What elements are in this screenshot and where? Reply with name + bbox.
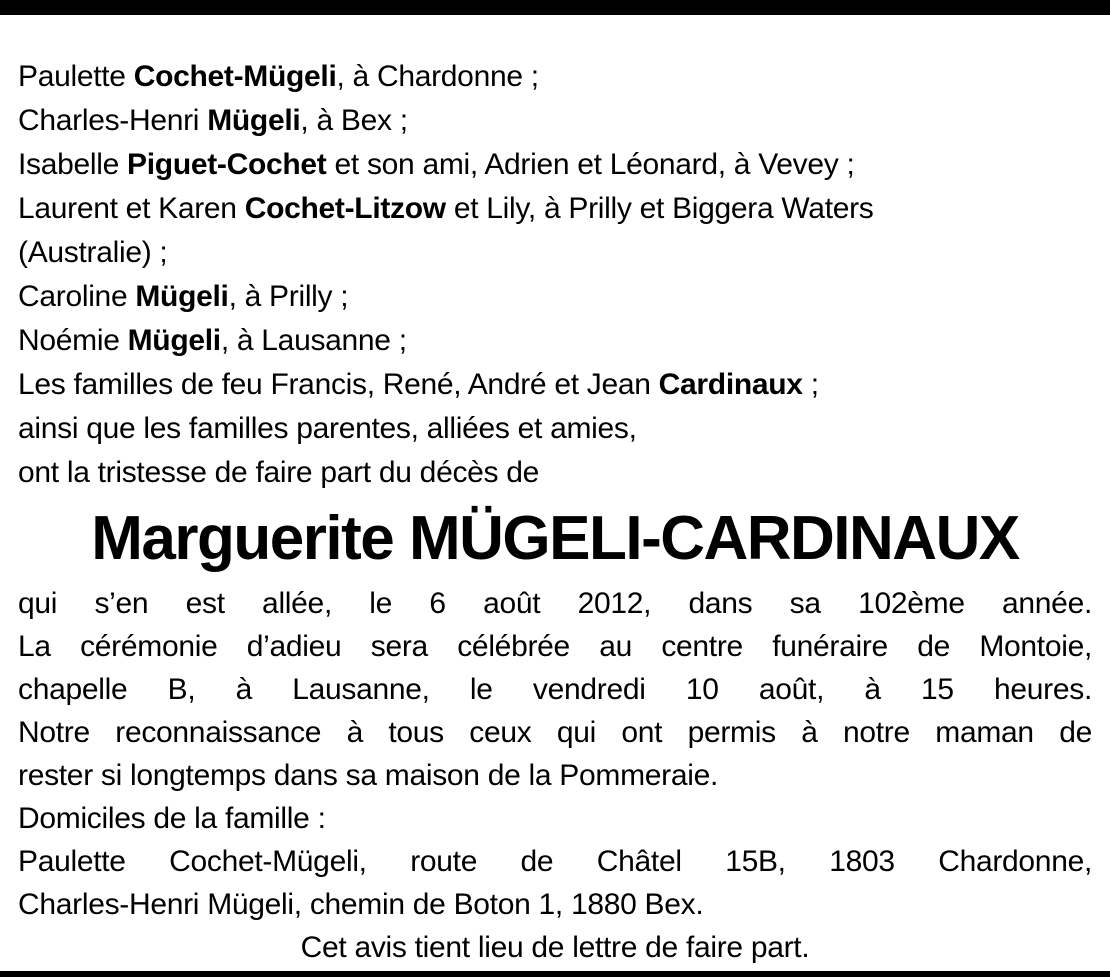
- text-line: [18, 363, 1092, 407]
- family-lines-block: [18, 55, 1092, 495]
- text-segment-bold: Piguet-Cochet: [127, 148, 327, 181]
- text-line: [18, 187, 1092, 231]
- text-segment: Paulette: [18, 60, 134, 93]
- text-line: [18, 840, 1092, 883]
- text-line: [18, 319, 1092, 363]
- text-line: [18, 926, 1092, 969]
- text-segment: , à Lausanne ;: [220, 324, 407, 357]
- text-segment: Laurent et Karen: [18, 192, 245, 225]
- text-line: [18, 582, 1092, 625]
- text-segment: Caroline: [18, 280, 136, 313]
- text-line: [18, 625, 1092, 668]
- text-segment: Noémie: [18, 324, 128, 357]
- text-segment: Les familles de feu Francis, René, André et Jean: [18, 368, 659, 401]
- text-segment-bold: Cochet-Litzow: [244, 192, 446, 225]
- text-segment-bold: Mügeli: [127, 324, 221, 357]
- text-line: [18, 797, 1092, 840]
- text-line: [18, 99, 1092, 143]
- top-border-bar: [0, 0, 1110, 15]
- text-segment: Charles-Henri: [18, 104, 208, 137]
- text-line: [18, 711, 1092, 754]
- text-line: [18, 275, 1092, 319]
- text-segment: chapelle B, à Lausanne, le vendredi 10 août, à 15 heures.: [18, 673, 1092, 706]
- text-segment: Cet avis tient lieu de lettre de faire part.: [300, 931, 810, 964]
- body-lines-block: [18, 582, 1092, 969]
- text-segment: Paulette Cochet-Mügeli, route de Châtel 15B, 1803 Chardonne,: [18, 845, 1092, 878]
- bottom-border-bar: [0, 971, 1110, 977]
- text-line: [18, 668, 1092, 711]
- text-segment: ont la tristesse de faire part du décès de: [18, 456, 540, 489]
- text-segment: et Lily, à Prilly et Biggera Waters: [445, 192, 874, 225]
- text-segment: Domiciles de la famille :: [18, 802, 326, 835]
- obituary-notice: [18, 55, 1092, 969]
- text-segment: La cérémonie d’adieu sera célébrée au centre funéraire de Montoie,: [18, 630, 1092, 663]
- text-segment: Charles-Henri Mügeli, chemin de Boton 1, 1880 Bex.: [18, 888, 704, 921]
- text-segment: rester si longtemps dans sa maison de la Pommeraie.: [18, 759, 719, 792]
- text-line: [18, 451, 1092, 495]
- text-line: [18, 55, 1092, 99]
- text-segment: ;: [802, 368, 819, 401]
- text-segment: Isabelle: [18, 148, 128, 181]
- text-segment: (Australie) ;: [18, 236, 168, 269]
- text-segment: et son ami, Adrien et Léonard, à Vevey ;: [326, 148, 855, 181]
- text-line: [18, 231, 1092, 275]
- text-segment-bold: Cochet-Mügeli: [133, 60, 337, 93]
- text-segment-bold: Cardinaux: [658, 368, 803, 401]
- text-segment: , à Prilly ;: [228, 280, 349, 313]
- text-line: [18, 883, 1092, 926]
- text-segment: ainsi que les familles parentes, alliées et amies,: [18, 412, 637, 445]
- text-segment: Notre reconnaissance à tous ceux qui ont permis à notre maman de: [18, 716, 1092, 749]
- text-line: [18, 143, 1092, 187]
- text-segment: , à Chardonne ;: [336, 60, 539, 93]
- deceased-name-title: Marguerite MÜGELI-CARDINAUX: [91, 504, 1019, 573]
- text-segment-bold: Mügeli: [207, 104, 301, 137]
- text-segment-bold: Mügeli: [135, 280, 229, 313]
- text-line: [18, 407, 1092, 451]
- text-segment: qui s’en est allée, le 6 août 2012, dans sa 102ème année.: [18, 587, 1092, 620]
- text-segment: , à Bex ;: [300, 104, 408, 137]
- text-line: [18, 754, 1092, 797]
